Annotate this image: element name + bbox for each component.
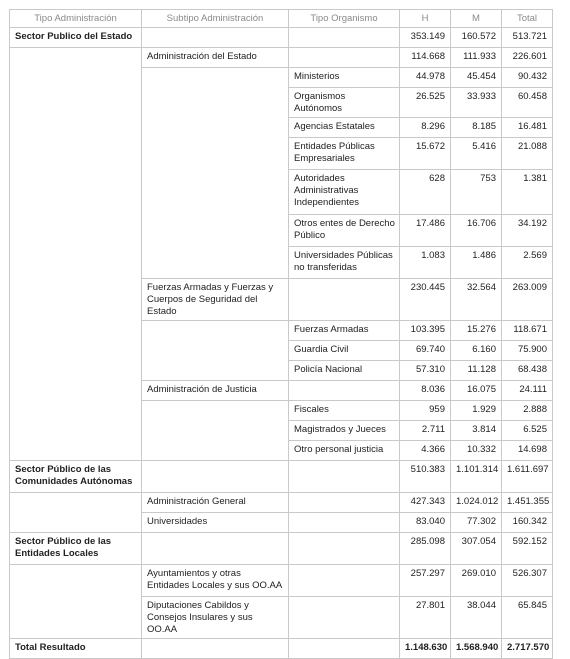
cell-total: 160.342 [502, 513, 553, 533]
cell-h: 959 [400, 401, 451, 421]
empty-cell [142, 533, 289, 565]
table-row [10, 565, 553, 597]
row-label: Administración de Justicia [142, 381, 289, 401]
cell-m: 10.332 [451, 441, 502, 461]
cell-m: 1.024.012 [451, 493, 502, 513]
cell-h: 510.383 [400, 461, 451, 493]
cell-total: 263.009 [502, 279, 553, 321]
total-total: 2.717.570 [502, 639, 553, 659]
total-row [10, 639, 553, 659]
cell-h: 27.801 [400, 597, 451, 639]
empty-cell [142, 461, 289, 493]
subgroup-spacer-cell [142, 401, 289, 461]
header-total: Total [502, 10, 553, 28]
cell-h: 44.978 [400, 68, 451, 88]
empty-cell [289, 533, 400, 565]
row-label: Magistrados y Jueces [289, 421, 400, 441]
cell-m: 1.929 [451, 401, 502, 421]
row-label: Policía Nacional [289, 361, 400, 381]
row-label: Fuerzas Armadas [289, 321, 400, 341]
header-m: M [451, 10, 502, 28]
empty-cell [289, 279, 400, 321]
cell-total: 592.152 [502, 533, 553, 565]
row-label: Organismos Autónomos [289, 88, 400, 118]
cell-total: 65.845 [502, 597, 553, 639]
cell-total: 68.438 [502, 361, 553, 381]
header-subtipo-administracion: Subtipo Administración [142, 10, 289, 28]
row-label: Sector Público de las Comunidades Autónomas [10, 461, 142, 493]
table-row [10, 533, 553, 565]
cell-h: 353.149 [400, 28, 451, 48]
cell-total: 513.721 [502, 28, 553, 48]
empty-cell [289, 381, 400, 401]
cell-m: 38.044 [451, 597, 502, 639]
cell-h: 1.083 [400, 247, 451, 279]
cell-total: 34.192 [502, 215, 553, 247]
row-label: Otros entes de Derecho Público [289, 215, 400, 247]
cell-total: 14.698 [502, 441, 553, 461]
cell-total: 1.451.355 [502, 493, 553, 513]
cell-h: 8.036 [400, 381, 451, 401]
group-spacer-cell [10, 493, 142, 533]
cell-h: 257.297 [400, 565, 451, 597]
cell-m: 15.276 [451, 321, 502, 341]
header-tipo-organismo: Tipo Organismo [289, 10, 400, 28]
table-row [10, 48, 553, 68]
cell-total: 118.671 [502, 321, 553, 341]
empty-cell [289, 28, 400, 48]
row-label: Entidades Públicas Empresariales [289, 138, 400, 170]
cell-total: 60.458 [502, 88, 553, 118]
empty-cell [289, 565, 400, 597]
total-h: 1.148.630 [400, 639, 451, 659]
cell-total: 526.307 [502, 565, 553, 597]
cell-m: 111.933 [451, 48, 502, 68]
cell-m: 753 [451, 170, 502, 215]
cell-m: 16.706 [451, 215, 502, 247]
cell-m: 8.185 [451, 118, 502, 138]
cell-total: 24.111 [502, 381, 553, 401]
group-spacer-cell [10, 565, 142, 639]
cell-h: 15.672 [400, 138, 451, 170]
cell-total: 226.601 [502, 48, 553, 68]
cell-h: 57.310 [400, 361, 451, 381]
cell-total: 21.088 [502, 138, 553, 170]
row-label: Autoridades Administrativas Independientes [289, 170, 400, 215]
cell-h: 285.098 [400, 533, 451, 565]
row-label: Guardia Civil [289, 341, 400, 361]
row-label: Ayuntamientos y otras Entidades Locales y sus OO.AA [142, 565, 289, 597]
cell-h: 2.711 [400, 421, 451, 441]
empty-cell [289, 48, 400, 68]
empty-cell [289, 461, 400, 493]
cell-total: 6.525 [502, 421, 553, 441]
table-wrapper [9, 9, 553, 659]
cell-h: 103.395 [400, 321, 451, 341]
row-label: Sector Publico del Estado [10, 28, 142, 48]
cell-m: 16.075 [451, 381, 502, 401]
cell-m: 77.302 [451, 513, 502, 533]
cell-m: 6.160 [451, 341, 502, 361]
cell-h: 230.445 [400, 279, 451, 321]
total-m: 1.568.940 [451, 639, 502, 659]
header-row [10, 10, 553, 28]
empty-cell [289, 597, 400, 639]
cell-total: 2.888 [502, 401, 553, 421]
cell-m: 269.010 [451, 565, 502, 597]
cell-m: 1.101.314 [451, 461, 502, 493]
cell-m: 160.572 [451, 28, 502, 48]
cell-m: 307.054 [451, 533, 502, 565]
cell-h: 114.668 [400, 48, 451, 68]
table-row [10, 461, 553, 493]
cell-m: 45.454 [451, 68, 502, 88]
cell-m: 5.416 [451, 138, 502, 170]
subgroup-spacer-cell [142, 321, 289, 381]
row-label: Ministerios [289, 68, 400, 88]
cell-m: 33.933 [451, 88, 502, 118]
header-tipo-administracion: Tipo Administración [10, 10, 142, 28]
row-label: Fiscales [289, 401, 400, 421]
row-label: Universidades [142, 513, 289, 533]
employment-table [9, 9, 553, 659]
cell-total: 75.900 [502, 341, 553, 361]
table-row [10, 493, 553, 513]
cell-h: 69.740 [400, 341, 451, 361]
cell-total: 90.432 [502, 68, 553, 88]
cell-h: 427.343 [400, 493, 451, 513]
cell-total: 1.611.697 [502, 461, 553, 493]
row-label: Agencias Estatales [289, 118, 400, 138]
cell-m: 11.128 [451, 361, 502, 381]
cell-h: 8.296 [400, 118, 451, 138]
row-label: Administración del Estado [142, 48, 289, 68]
row-label: Administración General [142, 493, 289, 513]
empty-cell [142, 28, 289, 48]
header-h: H [400, 10, 451, 28]
row-label: Diputaciones Cabildos y Consejos Insulares y sus OO.AA [142, 597, 289, 639]
cell-m: 32.564 [451, 279, 502, 321]
cell-h: 4.366 [400, 441, 451, 461]
cell-total: 16.481 [502, 118, 553, 138]
table-row [10, 28, 553, 48]
cell-h: 628 [400, 170, 451, 215]
total-label: Total Resultado [10, 639, 142, 659]
cell-h: 26.525 [400, 88, 451, 118]
row-label: Universidades Públicas no transferidas [289, 247, 400, 279]
cell-m: 1.486 [451, 247, 502, 279]
cell-total: 2.569 [502, 247, 553, 279]
row-label: Sector Público de las Entidades Locales [10, 533, 142, 565]
empty-cell [289, 513, 400, 533]
cell-h: 83.040 [400, 513, 451, 533]
row-label: Otro personal justicia [289, 441, 400, 461]
empty-cell [142, 639, 289, 659]
cell-m: 3.814 [451, 421, 502, 441]
subgroup-spacer-cell [142, 68, 289, 279]
cell-total: 1.381 [502, 170, 553, 215]
empty-cell [289, 493, 400, 513]
group-spacer-cell [10, 48, 142, 461]
empty-cell [289, 639, 400, 659]
row-label: Fuerzas Armadas y Fuerzas y Cuerpos de Seguridad del Estado [142, 279, 289, 321]
cell-h: 17.486 [400, 215, 451, 247]
